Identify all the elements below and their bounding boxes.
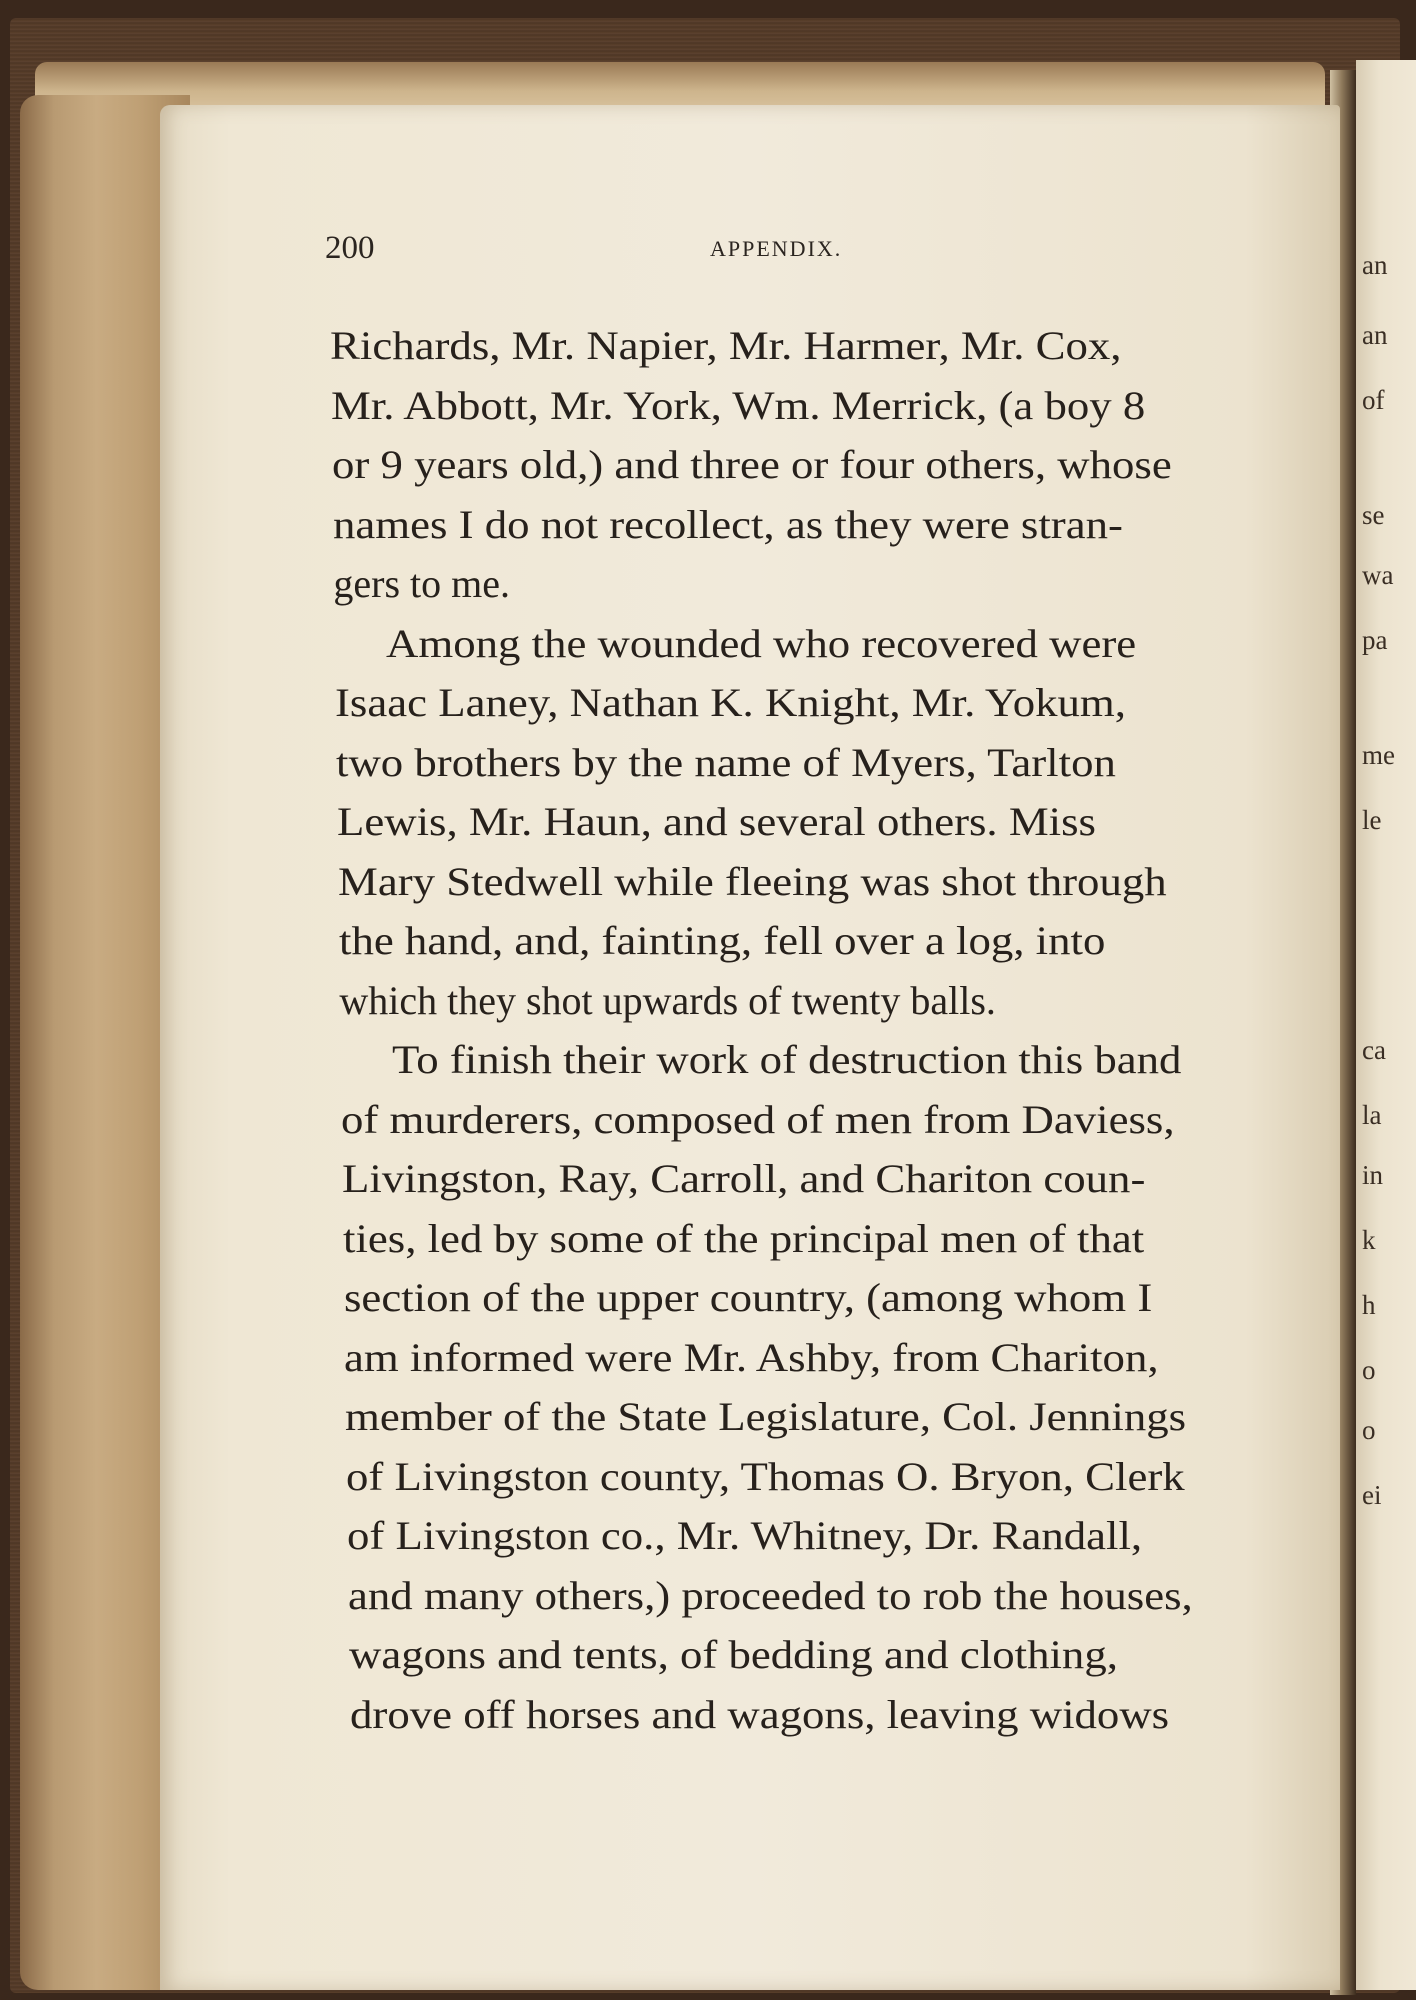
text-line: Among the wounded who recovered were (386, 620, 1137, 666)
facing-page-fragment: ei (1362, 1480, 1382, 1510)
text-line: or 9 years old,) and three or four others, whose (331, 442, 1172, 487)
facing-page-fragment: se (1362, 500, 1385, 530)
text-line: Mary Stedwell while fleeing was shot through (337, 858, 1167, 904)
text-line: am informed were Mr. Ashby, from Chariton, (344, 1334, 1159, 1380)
text-line: and many others,) proceeded to rob the houses, (347, 1572, 1193, 1618)
text-line: Lewis, Mr. Haun, and several others. Miss (336, 799, 1096, 844)
facing-page-fragment: h (1362, 1290, 1376, 1320)
text-line: Richards, Mr. Napier, Mr. Harmer, Mr. Cox, (330, 323, 1122, 368)
facing-page-fragment: la (1362, 1100, 1382, 1130)
facing-page-fragment: pa (1362, 625, 1388, 655)
facing-page-fragment: le (1362, 805, 1382, 835)
text-line: Livingston, Ray, Carroll, and Chariton coun- (341, 1156, 1146, 1201)
page-block-top-edge (35, 62, 1325, 110)
facing-page-fragment: an (1362, 250, 1388, 280)
text-line: Isaac Laney, Nathan K. Knight, Mr. Yokum, (335, 680, 1127, 725)
facing-page-fragment: wa (1362, 560, 1394, 590)
text-line: the hand, and, fainting, fell over a log, into (338, 918, 1105, 963)
running-head: APPENDIX. (710, 236, 843, 261)
facing-page-fragment: an (1362, 320, 1388, 350)
text-line: of Livingston co., Mr. Whitney, Dr. Randall, (347, 1513, 1143, 1558)
text-line: member of the State Legislature, Col. Jennings (345, 1394, 1187, 1439)
facing-page-fragment: k (1362, 1225, 1376, 1255)
text-line: of Livingston county, Thomas O. Bryon, Clerk (346, 1453, 1185, 1499)
facing-page-fragment: o (1362, 1355, 1376, 1385)
text-line: wagons and tents, of bedding and clothing, (348, 1632, 1118, 1677)
text-line: Mr. Abbott, Mr. York, Wm. Merrick, (a boy 8 (330, 382, 1146, 428)
text-line: section of the upper country, (among whom I (343, 1275, 1152, 1320)
facing-page-fragment: of (1362, 385, 1385, 415)
facing-page-fragment: o (1362, 1415, 1376, 1445)
page-number: 200 (325, 230, 375, 266)
text-line: To finish their work of destruction this band (392, 1037, 1182, 1082)
text-line: ties, led by some of the principal men of that (342, 1215, 1144, 1261)
text-line: two brothers by the name of Myers, Tarlton (335, 739, 1116, 785)
text-line: drove off horses and wagons, leaving widows (349, 1691, 1169, 1737)
facing-page-fragment: me (1362, 740, 1395, 770)
text-line: gers to me. (333, 561, 511, 606)
text-line: which they shot upwards of twenty balls. (339, 977, 996, 1023)
facing-page (1356, 60, 1416, 1990)
facing-page-fragment: in (1362, 1160, 1384, 1190)
text-line: names I do not recollect, as they were stran- (332, 501, 1123, 547)
text-line: of murderers, composed of men from Daviess, (341, 1096, 1175, 1142)
facing-page-fragment: ca (1362, 1035, 1386, 1065)
